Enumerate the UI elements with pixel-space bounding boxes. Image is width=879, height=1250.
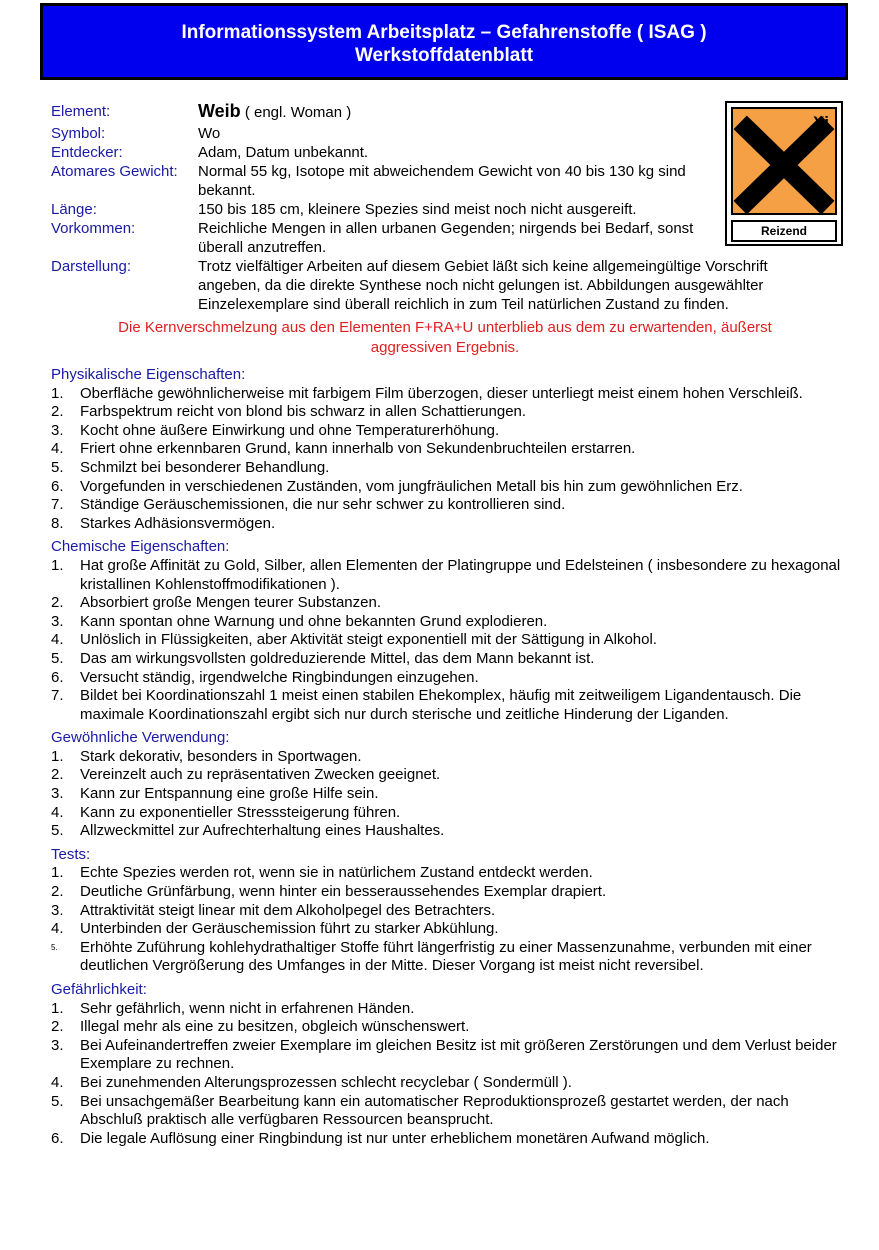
field-label: Darstellung: bbox=[51, 258, 132, 275]
list-item-text: Bei zunehmenden Alterungsprozessen schlecht recyclebar ( Sondermüll ). bbox=[80, 1073, 572, 1091]
field-value: Adam, Datum unbekannt. bbox=[198, 144, 369, 161]
list-item-text: Das am wirkungsvollsten goldreduzierende Mittel, das dem Mann bekannt ist. bbox=[80, 649, 595, 667]
section-title: Tests: bbox=[51, 845, 91, 863]
list-item bbox=[51, 459, 851, 478]
list-item bbox=[51, 902, 851, 921]
list-item bbox=[51, 687, 851, 724]
field-element bbox=[51, 100, 721, 124]
list-item-number: 5. bbox=[51, 822, 64, 840]
list-item-number: 7. bbox=[51, 687, 64, 705]
field-symbol bbox=[51, 124, 721, 143]
list-item-number: 3. bbox=[51, 901, 64, 919]
section-items bbox=[51, 385, 851, 534]
list-item bbox=[51, 785, 851, 804]
field-label: Vorkommen: bbox=[51, 220, 136, 237]
list-item-text: Unterbinden der Geräuschemission führt zu starker Abkühlung. bbox=[80, 920, 499, 938]
list-item-text: Erhöhte Zuführung kohlehydrathaltiger Stoffe führt längerfristig zu einer Massenzunahme, verbunden mit einer deutlichen Vergrößerung des Umfanges in der Mitte. Dieser Vorgang ist meist nicht reversibel. bbox=[80, 938, 812, 975]
list-item-number: 6. bbox=[51, 1129, 64, 1147]
element-name: Weib bbox=[198, 101, 241, 121]
list-item-text: Vereinzelt auch zu repräsentativen Zwecken geeignet. bbox=[80, 766, 441, 784]
section-items bbox=[51, 1000, 851, 1149]
list-item-text: Allzweckmittel zur Aufrechterhaltung eines Haushaltes. bbox=[80, 822, 445, 840]
list-item-text: Kocht ohne äußere Einwirkung und ohne Temperaturerhöhung. bbox=[80, 421, 500, 439]
list-item-number: 4. bbox=[51, 631, 64, 649]
list-item bbox=[51, 939, 851, 976]
list-item bbox=[51, 1093, 851, 1130]
list-item-number: 4. bbox=[51, 920, 64, 938]
list-item-text: Illegal mehr als eine zu besitzen, obgleich wünschenswert. bbox=[80, 1018, 470, 1036]
list-item-number: 1. bbox=[51, 999, 64, 1017]
element-fields bbox=[51, 100, 768, 314]
list-item bbox=[51, 496, 851, 515]
list-item-text: Schmilzt bei besonderer Behandlung. bbox=[80, 458, 330, 476]
hazard-pictogram bbox=[731, 107, 837, 215]
list-item-number: 3. bbox=[51, 1036, 64, 1054]
list-item bbox=[51, 403, 851, 422]
list-item-text: Farbspektrum reicht von blond bis schwarz in allen Schattierungen. bbox=[80, 403, 527, 421]
list-item bbox=[51, 748, 851, 767]
field-label: Entdecker: bbox=[51, 144, 123, 161]
field-representation bbox=[51, 257, 831, 314]
list-item bbox=[51, 631, 851, 650]
list-item bbox=[51, 385, 851, 404]
list-item bbox=[51, 440, 851, 459]
list-item-number: 2. bbox=[51, 766, 64, 784]
list-item-number: 2. bbox=[51, 403, 64, 421]
hazard-label: Reizend bbox=[731, 220, 837, 242]
list-item-text: Starkes Adhäsionsvermögen. bbox=[80, 514, 276, 532]
list-item-number: 1. bbox=[51, 747, 64, 765]
field-value: Normal 55 kg, Isotope mit abweichendem Gewicht von 40 bis 130 kg sind bekannt. bbox=[198, 163, 686, 199]
list-item-number: 2. bbox=[51, 594, 64, 612]
list-item bbox=[51, 804, 851, 823]
section-chemical bbox=[51, 538, 851, 724]
list-item bbox=[51, 822, 851, 841]
list-item-text: Friert ohne erkennbaren Grund, kann innerhalb von Sekundenbruchteilen erstarren. bbox=[80, 440, 636, 458]
field-label: Länge: bbox=[51, 201, 97, 218]
list-item-number: 1. bbox=[51, 556, 64, 574]
list-item-number: 6. bbox=[51, 477, 64, 495]
list-item-number: 1. bbox=[51, 384, 64, 402]
list-item-number: 5. bbox=[51, 649, 64, 667]
property-sections bbox=[51, 366, 851, 1153]
list-item bbox=[51, 594, 851, 613]
warning-line: Die Kernverschmelzung aus den Elementen F+RA+U unterblieb aus dem zu erwartenden, äußerst bbox=[118, 319, 772, 336]
header-title: Informationssystem Arbeitsplatz – Gefahrenstoffe ( ISAG ) bbox=[181, 22, 707, 43]
list-item-number: 4. bbox=[51, 1073, 64, 1091]
list-item-text: Echte Spezies werden rot, wenn sie in natürlichem Zustand entdeckt werden. bbox=[80, 864, 593, 882]
field-value: Wo bbox=[198, 125, 221, 142]
list-item bbox=[51, 1130, 851, 1149]
section-title: Gewöhnliche Verwendung: bbox=[51, 729, 230, 747]
list-item bbox=[51, 422, 851, 441]
section-physical bbox=[51, 366, 851, 533]
list-item bbox=[51, 883, 851, 902]
section-items bbox=[51, 557, 851, 724]
list-item-number: 2. bbox=[51, 1018, 64, 1036]
list-item-text: Versucht ständig, irgendwelche Ringbindungen einzugehen. bbox=[80, 668, 479, 686]
list-item bbox=[51, 557, 851, 594]
list-item bbox=[51, 1000, 851, 1019]
list-item bbox=[51, 478, 851, 497]
list-item-text: Die legale Auflösung einer Ringbindung ist nur unter erheblichem monetären Aufwand möglich. bbox=[80, 1129, 710, 1147]
list-item-text: Bei Aufeinandertreffen zweier Exemplare im gleichen Besitz ist mit größeren Zerstörungen und dem Verlust beider Exemplare zu rechnen. bbox=[80, 1036, 837, 1073]
list-item-text: Sehr gefährlich, wenn nicht in erfahrenen Händen. bbox=[80, 999, 415, 1017]
section-usage bbox=[51, 729, 851, 841]
list-item-text: Bei unsachgemäßer Bearbeitung kann ein automatischer Reproduktionsprozeß gestartet werden, der nach Abschluß praktisch alle verfügbaren Ressourcen beansprucht. bbox=[80, 1092, 789, 1129]
list-item-text: Ständige Geräuschemissionen, die nur sehr schwer zu kontrollieren sind. bbox=[80, 496, 566, 514]
list-item bbox=[51, 920, 851, 939]
list-item-number: 1. bbox=[51, 864, 64, 882]
field-label: Atomares Gewicht: bbox=[51, 163, 178, 180]
field-value: 150 bis 185 cm, kleinere Spezies sind meist noch nicht ausgereift. bbox=[198, 201, 637, 218]
list-item-number: 5. bbox=[51, 458, 64, 476]
list-item-number: 3. bbox=[51, 612, 64, 630]
section-items bbox=[51, 748, 851, 841]
warning-text bbox=[60, 318, 830, 358]
list-item-text: Stark dekorativ, besonders in Sportwagen. bbox=[80, 747, 362, 765]
field-discoverer bbox=[51, 143, 721, 162]
field-label: Symbol: bbox=[51, 125, 106, 142]
list-item-text: Kann zu exponentieller Stresssteigerung führen. bbox=[80, 803, 401, 821]
list-item-number: 8. bbox=[51, 514, 64, 532]
document-header bbox=[40, 3, 848, 80]
list-item bbox=[51, 766, 851, 785]
list-item bbox=[51, 515, 851, 534]
list-item-number: 6. bbox=[51, 668, 64, 686]
list-item-text: Kann spontan ohne Warnung und ohne bekannten Grund explodieren. bbox=[80, 612, 548, 630]
list-item-number: 3. bbox=[51, 421, 64, 439]
field-weight bbox=[51, 162, 721, 200]
list-item-number: 4. bbox=[51, 440, 64, 458]
list-item-text: Attraktivität steigt linear mit dem Alkoholpegel des Betrachters. bbox=[80, 901, 496, 919]
warning-line: aggressiven Ergebnis. bbox=[370, 339, 520, 356]
list-item-number: 5. bbox=[51, 1092, 64, 1110]
list-item bbox=[51, 1074, 851, 1093]
list-item bbox=[51, 613, 851, 632]
list-item-number: 5. bbox=[51, 942, 58, 952]
list-item-text: Unlöslich in Flüssigkeiten, aber Aktivität steigt exponentiell mit der Sättigung in Alkohol. bbox=[80, 631, 657, 649]
list-item bbox=[51, 1037, 851, 1074]
hazard-code: Xi bbox=[812, 113, 829, 132]
list-item bbox=[51, 1018, 851, 1037]
list-item-text: Kann zur Entspannung eine große Hilfe sein. bbox=[80, 785, 379, 803]
section-title: Physikalische Eigenschaften: bbox=[51, 366, 246, 383]
field-label: Element: bbox=[51, 103, 111, 120]
section-tests bbox=[51, 846, 851, 976]
list-item-number: 2. bbox=[51, 883, 64, 901]
hazard-symbol bbox=[725, 101, 843, 246]
list-item bbox=[51, 650, 851, 669]
list-item-text: Oberfläche gewöhnlicherweise mit farbigem Film überzogen, dieser unterliegt meist einem hohen Verschleiß. bbox=[80, 384, 803, 402]
header-subtitle: Werkstoffdatenblatt bbox=[354, 45, 534, 66]
field-value: Reichliche Mengen in allen urbanen Gegenden; nirgends bei Bedarf, sonst überall anzutreffen. bbox=[198, 220, 694, 256]
list-item-text: Bildet bei Koordinationszahl 1 meist einen stabilen Ehekomplex, häufig mit zeitweiligem Ligandentausch. Die maximale Koordinationszahl ergibt sich nur durch sterische und zeitliche Hinderung der Liganden. bbox=[80, 687, 802, 723]
section-danger bbox=[51, 981, 851, 1148]
list-item bbox=[51, 669, 851, 688]
element-note: ( engl. Woman ) bbox=[240, 104, 352, 121]
list-item-number: 4. bbox=[51, 803, 64, 821]
list-item-number: 3. bbox=[51, 785, 64, 803]
list-item-text: Deutliche Grünfärbung, wenn hinter ein besseraussehendes Exemplar drapiert. bbox=[80, 883, 607, 901]
list-item-number: 7. bbox=[51, 496, 64, 514]
field-occurrence bbox=[51, 219, 721, 257]
section-title: Chemische Eigenschaften: bbox=[51, 538, 230, 556]
list-item-text: Hat große Affinität zu Gold, Silber, allen Elementen der Platingruppe und Edelsteinen ( insbesondere zu hexagonal kristallinen Kohlenstoffmodifikationen ). bbox=[80, 556, 841, 593]
list-item-text: Vorgefunden in verschiedenen Zuständen, vom jungfräulichen Metall bis hin zum gewöhnlichen Erz. bbox=[80, 477, 743, 495]
list-item-text: Absorbiert große Mengen teurer Substanzen. bbox=[80, 594, 382, 612]
field-length bbox=[51, 200, 721, 219]
field-value: Trotz vielfältiger Arbeiten auf diesem Gebiet läßt sich keine allgemeingültige Vorschrift angeben, da die direkte Synthese noch nicht gelungen ist. Abbildungen ausgewählter Einzelexemplare sind überall reichlich in zum Teil natürlichen Zustand zu finden. bbox=[198, 258, 768, 313]
field-value bbox=[198, 100, 721, 124]
section-items bbox=[51, 864, 851, 976]
list-item bbox=[51, 864, 851, 883]
section-title: Gefährlichkeit: bbox=[51, 981, 147, 998]
